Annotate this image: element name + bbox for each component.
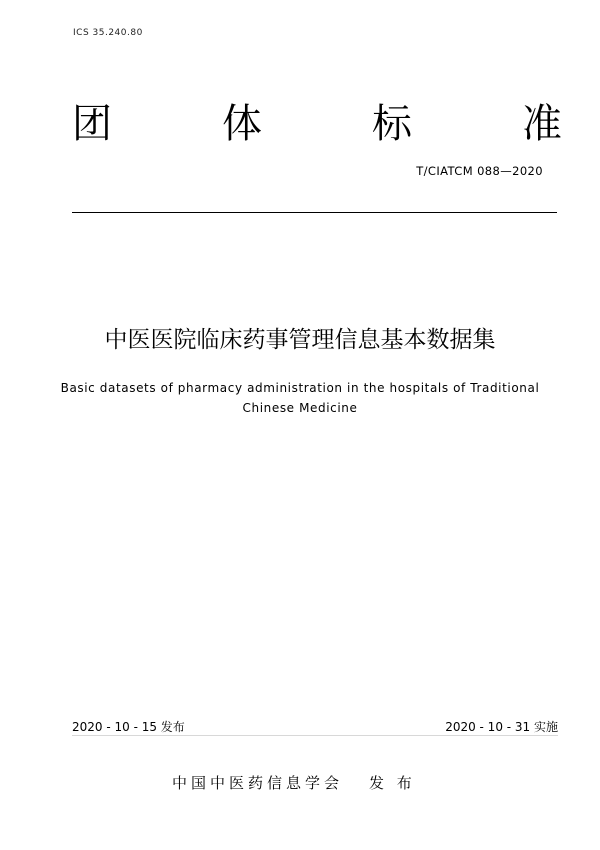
title-en-line: Basic datasets of pharmacy administration in the hospitals of Traditional	[60, 381, 540, 395]
document-title-cn: 中医医院临床药事管理信息基本数据集	[104, 327, 496, 353]
publisher-name: 中国中医药信息学会	[172, 774, 344, 792]
standard-number: T/CIATCM 088—2020	[416, 164, 543, 178]
effective-date: 2020 - 10 - 31 实施	[445, 720, 558, 734]
standard-type-char: 团	[72, 101, 112, 147]
footer-divider	[72, 735, 558, 736]
publisher-action: 发 布	[369, 774, 416, 792]
ics-code: ICS 35.240.80	[73, 28, 143, 38]
document-title-en	[20, 378, 580, 418]
header-divider	[72, 212, 557, 213]
standard-type-char: 体	[222, 101, 262, 147]
standard-type-char: 标	[372, 101, 412, 147]
publish-date: 2020 - 10 - 15 发布	[72, 720, 185, 734]
standard-type-heading	[72, 100, 562, 148]
title-en-line: Chinese Medicine	[242, 401, 358, 415]
publisher	[172, 772, 416, 793]
standard-type-char: 准	[522, 101, 562, 147]
